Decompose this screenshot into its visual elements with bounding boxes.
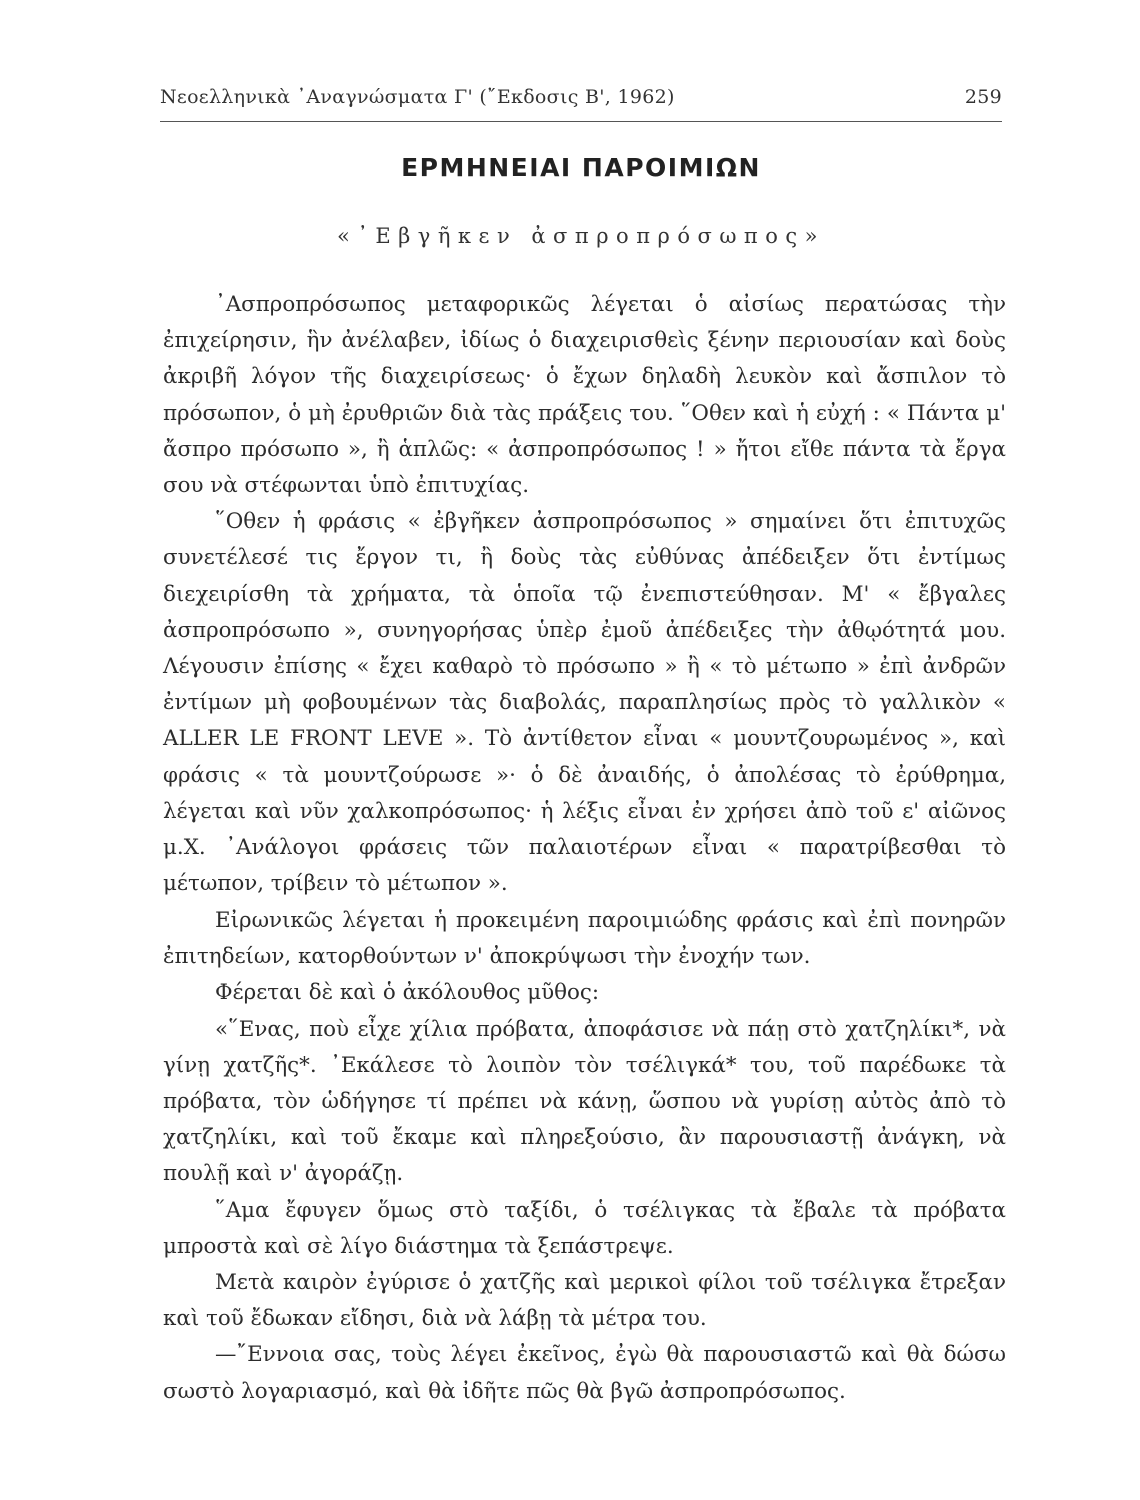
- paragraph: Φέρεται δὲ καὶ ὁ ἀκόλουθος μῦθος:: [215, 980, 600, 1006]
- paragraph: —῎Εννοια σας, τοὺς λέγει ἐκεῖνος, ἐγὼ θὰ παρουσιαστῶ καὶ θὰ δώσω σωστὸ λογαριασμό, καὶ θὰ ἰδῆτε πῶς θὰ βγῶ ἀσπροπρόσωπος.: [163, 1342, 1006, 1404]
- text-block-explanation: [163, 287, 1006, 902]
- section-title: ΕΡΜΗΝΕΙΑΙ ΠΑΡΟΙΜΙΩΝ: [401, 153, 761, 182]
- running-header-title: Νεοελληνικὰ ᾿Αναγνώσματα Γ' (῎Εκδοσις Β', 1962): [160, 86, 675, 108]
- paragraph: ᾿Ασπροπρόσωπος μεταφορικῶς λέγεται ὁ αἰσίως περατώσας τὴν ἐπιχείρησιν, ἣν ἀνέλαβεν, ἰδίως ὁ διαχειρισθεὶς ξένην περιουσίαν καὶ δοὺς ἀκριβῆ λόγον τῆς διαχειρίσεως· ὁ ἔχων δηλαδὴ λευκὸν καὶ ἄσπιλον τὸ πρόσωπον, ὁ μὴ ἐρυθριῶν διὰ τὰς πράξεις του. ῞Οθεν καὶ ἡ εὐχή : « Πάντα μ' ἄσπρο πρόσωπο », ἢ ἁπλῶς: « ἀσπροπρόσωπος ! » ἤτοι εἴθε πάντα τὰ ἔργα σου νὰ στέφωνται ὑπὸ ἐπιτυχίας.: [163, 292, 1006, 499]
- paragraph: Μετὰ καιρὸν ἐγύρισε ὁ χατζῆς καὶ μερικοὶ φίλοι τοῦ τσέλιγκα ἔτρεξαν καὶ τοῦ ἔδωκαν εἴδησι, διὰ νὰ λάβῃ τὰ μέτρα του.: [163, 1270, 1006, 1332]
- paragraph: ῞Αμα ἔφυγεν ὅμως στὸ ταξίδι, ὁ τσέλιγκας τὰ ἔβαλε τὰ πρόβατα μπροστὰ καὶ σὲ λίγο διάστημα τὰ ξεπάστρεψε.: [163, 1197, 1006, 1259]
- paragraph: «῞Ενας, ποὺ εἶχε χίλια πρόβατα, ἀποφάσισε νὰ πάῃ στὸ χατζηλίκι*, νὰ γίνῃ χατζῆς*. ᾿Εκάλεσε τὸ λοιπὸν τὸν τσέλιγκά* του, τοῦ παρέδωκε τὰ πρόβατα, τὸν ὡδήγησε τί πρέπει νὰ κάνῃ, ὥσπου νὰ γυρίσῃ αὐτὸς ἀπὸ τὸ χατζηλίκι, καὶ τοῦ ἔκαμε καὶ πληρεξούσιο, ἂν παρουσιαστῇ ἀνάγκη, νὰ πουλῇ καὶ ν' ἀγοράζῃ.: [163, 1016, 1006, 1187]
- paragraph: Εἰρωνικῶς λέγεται ἡ προκειμένη παροιμιώδης φράσις καὶ ἐπὶ πονηρῶν ἐπιτηδείων, κατορθούντων ν' ἀποκρύψωσι τὴν ἐνοχήν των.: [163, 908, 1006, 970]
- proverb-heading: «᾿Εβγῆκεν ἀσπροπρόσωπος»: [336, 224, 825, 248]
- text-block-story: [163, 903, 1006, 1410]
- running-header: [160, 84, 1002, 116]
- paragraph: ῞Οθεν ἡ φράσις « ἐβγῆκεν ἀσπροπρόσωπος » σημαίνει ὅτι ἐπιτυχῶς συνετέλεσέ τις ἔργον τι, ἢ δοὺς τὰς εὐθύνας ἀπέδειξεν ὅτι ἐντίμως διεχειρίσθη τὰ χρήματα, τὰ ὁποῖα τῷ ἐνεπιστεύθησαν. Μ' « ἔβγαλες ἀσπροπρόσωπο », συνηγορήσας ὑπὲρ ἐμοῦ ἀπέδειξες τὴν ἀθῳότητά μου. Λέγουσιν ἐπίσης « ἔχει καθαρὸ τὸ πρόσωπο » ἢ « τὸ μέτωπο » ἐπὶ ἀνδρῶν ἐντίμων μὴ φοβουμένων τὰς διαβολάς, παραπλησίως πρὸς τὸ γαλλικὸν « ALLER LE FRONT LEVE ». Τὸ ἀντίθετον εἶναι « μουντζουρωμένος », καὶ φράσις « τὰ μουντζούρωσε »· ὁ δὲ ἀναιδής, ὁ ἀπολέσας τὸ ἐρύθρημα, λέγεται καὶ νῦν χαλκοπρόσωπος· ἡ λέξις εἶναι ἐν χρήσει ἀπὸ τοῦ ε' αἰῶνος μ.Χ. ᾿Ανάλογοι φράσεις τῶν παλαιοτέρων εἶναι « παρατρίβεσθαι τὸ μέτωπον, τρίβειν τὸ μέτωπον ».: [163, 509, 1006, 897]
- header-rule: [160, 121, 1002, 122]
- page-number: 259: [964, 86, 1002, 108]
